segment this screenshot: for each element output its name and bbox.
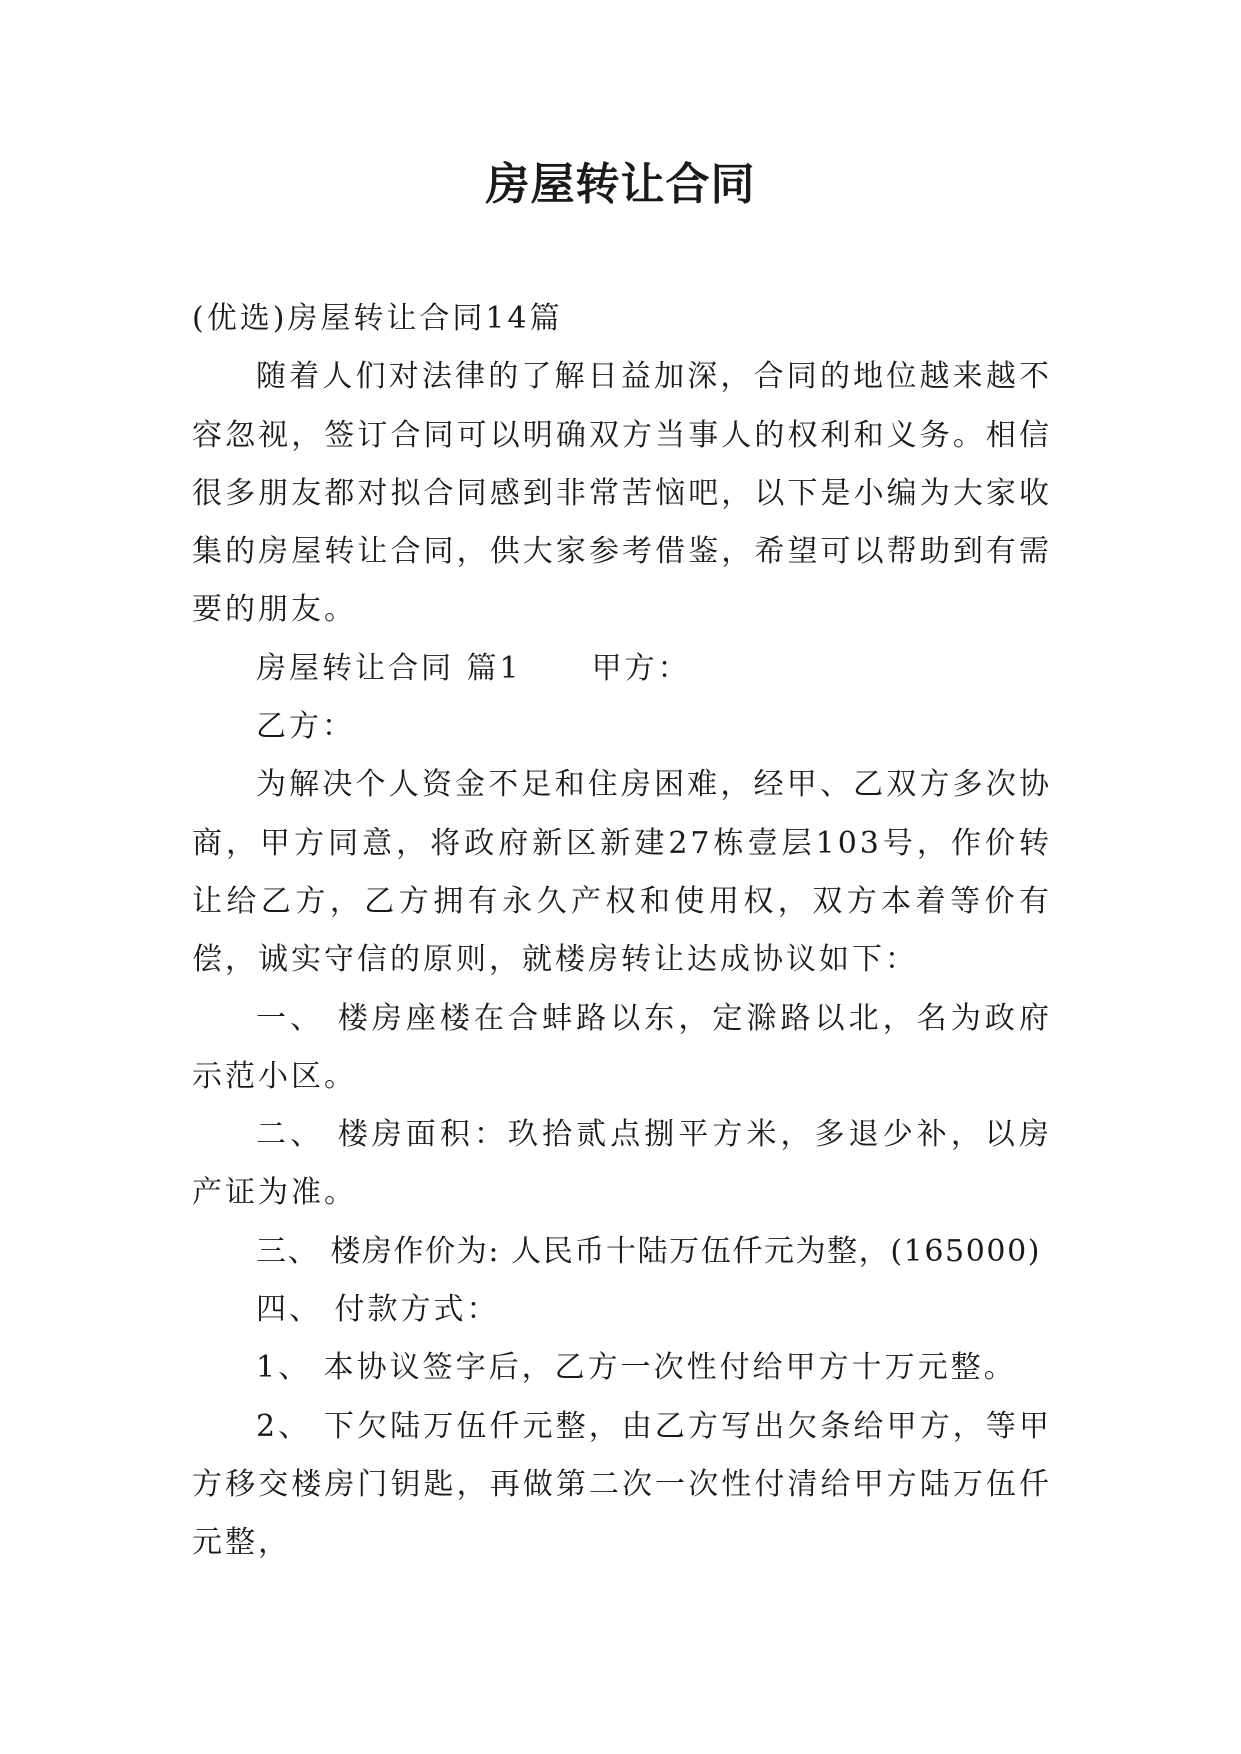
document-body [192,290,1052,1573]
document-title: 房屋转让合同 [485,159,756,210]
section-heading-line [192,640,1052,698]
payment-item-1: 1、 本协议签字后，乙方一次性付给甲方十万元整。 [256,1350,1017,1386]
section-heading: 房屋转让合同 篇1 [256,650,522,686]
clause-4: 四、 付款方式： [256,1292,500,1328]
preamble-paragraph: 为解决个人资金不足和住房困难，经甲、乙双方多次协商，甲方同意，将政府新区新建27栋壹层103号，作价转让给乙方，乙方拥有永久产权和使用权，双方本着等价有偿，诚实守信的原则，就楼房转让达成协议如下： [192,767,1052,978]
clause-3: 三、 楼房作价为: 人民币十陆万伍仟元为整，(165000) [256,1233,1042,1269]
payment-item-2: 2、 下欠陆万伍仟元整，由乙方写出欠条给甲方，等甲方移交楼房门钥匙，再做第二次一次性付清给甲方陆万伍仟元整， [192,1408,1052,1561]
party-a-label: 甲方： [591,650,691,686]
clause-1: 一、 楼房座楼在合蚌路以东，定滁路以北，名为政府示范小区。 [192,1000,1052,1094]
intro-paragraph: 随着人们对法律的了解日益加深，合同的地位越来越不容忽视，签订合同可以明确双方当事人的权利和义务。相信很多朋友都对拟合同感到非常苦恼吧，以下是小编为大家收集的房屋转让合同，供大家参考借鉴，希望可以帮助到有需要的朋友。 [192,359,1052,628]
clause-2: 二、 楼房面积：玖拾贰点捌平方米，多退少补，以房产证为准。 [192,1117,1052,1211]
party-b-label: 乙方： [256,709,355,745]
document-subtitle: (优选)房屋转让合同14篇 [192,301,563,336]
